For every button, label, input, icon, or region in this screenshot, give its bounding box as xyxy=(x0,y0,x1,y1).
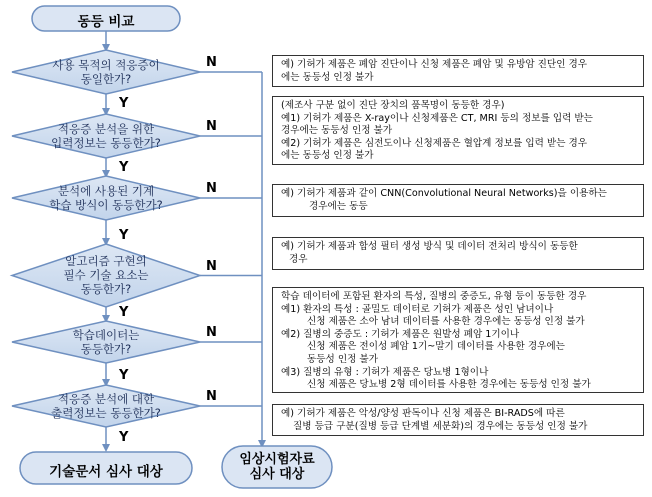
example-4-line-1: 예) 기허가 제품과 합성 필터 생성 방식 및 데이터 전처리 방식이 동등한 xyxy=(281,241,578,252)
example-6-line-1: 예) 기허가 제품은 악성/양성 판독이나 신청 제품은 BI-RADS에 따른 xyxy=(281,408,565,419)
decision-3-line-1: 분석에 사용된 기계 xyxy=(57,184,155,198)
decision-5-line-1: 학습데이터는 xyxy=(72,328,140,342)
example-2-line-1: (제조사 구분 없이 진단 장치의 품목명이 동등한 경우) xyxy=(281,100,505,111)
example-box-6 xyxy=(272,404,644,436)
yes-label-6: Y xyxy=(119,430,129,445)
yes-label-5: Y xyxy=(119,368,129,383)
example-box-5 xyxy=(272,287,644,393)
no-label-3: N xyxy=(206,181,217,196)
start-terminal-label: 동등 비교 xyxy=(77,14,135,30)
example-box-1 xyxy=(272,55,644,87)
decision-1-label xyxy=(22,58,190,86)
example-3-line-2: 경우에는 동등 xyxy=(309,200,368,212)
example-5-line-5: 신청 제품은 전이성 폐암 1기~말기 데이터를 사용한 경우에는 xyxy=(307,341,565,353)
decision-3-label xyxy=(22,184,190,212)
end-terminal-right-label xyxy=(222,452,332,482)
no-label-2: N xyxy=(206,119,217,134)
decision-2-label xyxy=(22,122,190,150)
example-6-line-2: 질병 등급 구분(질병 등급 단계별 세분화)의 경우에는 동등성 인정 불가 xyxy=(293,420,588,432)
example-5-line-4: 예2) 질병의 중증도 : 기허가 제품은 원발성 폐암 1기이나 xyxy=(281,328,520,340)
decision-1-line-1: 사용 목적의 적응증이 xyxy=(52,58,160,72)
no-label-5: N xyxy=(206,325,217,340)
yes-label-4: Y xyxy=(119,305,129,320)
example-5-line-2: 예1) 환자의 특성 : 골밀도 데이터로 기허가 제품은 성인 남녀이나 xyxy=(281,303,554,315)
decision-5-line-2: 동등한가? xyxy=(80,342,132,356)
decision-4-line-1: 알고리즘 구현의 xyxy=(65,254,147,268)
yes-label-1: Y xyxy=(119,96,129,111)
end-right-line-2: 심사 대상 xyxy=(249,467,305,482)
example-1-line-1: 예) 기허가 제품은 폐암 진단이나 신청 제품은 폐암 및 유방암 진단인 경우 xyxy=(281,59,588,70)
example-2-line-3: 경우에는 동등성 인정 불가 xyxy=(281,125,393,137)
decision-5-label xyxy=(22,328,190,356)
no-label-6: N xyxy=(206,389,217,404)
example-5-line-1: 학습 데이터에 포함된 환자의 특성, 질병의 중증도, 유형 등이 동등한 경우 xyxy=(281,291,587,302)
decision-2-line-1: 적응증 분석을 위한 xyxy=(57,122,155,136)
example-5-line-6: 동등성 인정 불가 xyxy=(307,353,378,365)
example-2-line-2: 예1) 기허가 제품은 X-ray이나 신청제품은 CT, MRI 등의 정보를 입력 받는 xyxy=(281,112,593,124)
yes-label-3: Y xyxy=(119,228,129,243)
example-2-line-4: 예2) 기허가 제품은 심전도이나 신청제품은 혈압계 정보를 입력 받는 경우 xyxy=(281,137,588,149)
decision-6-label xyxy=(22,392,190,420)
decision-2-line-2: 입력정보는 동등한가? xyxy=(51,136,161,150)
no-label-4: N xyxy=(206,259,217,274)
yes-label-2: Y xyxy=(119,160,129,175)
decision-4-line-3: 동등한가? xyxy=(80,282,132,296)
decision-6-line-2: 출력정보는 동등한가? xyxy=(51,406,161,420)
no-label-1: N xyxy=(206,55,217,70)
example-box-3 xyxy=(272,184,644,217)
decision-4-label xyxy=(22,254,190,296)
example-2-line-5: 에는 동등성 인정 불가 xyxy=(281,150,374,162)
example-box-2 xyxy=(272,96,644,165)
decision-3-line-2: 학습 방식이 동등한가? xyxy=(49,198,163,212)
example-5-line-3: 신청 제품은 소아 남녀 데이터를 사용한 경우에는 동등성 인정 불가 xyxy=(307,316,585,328)
decision-1-line-2: 동일한가? xyxy=(80,72,132,86)
example-3-line-1: 예) 기허가 제품과 같이 CNN(Convolutional Neural Networks)을 이용하는 xyxy=(281,188,607,199)
example-4-line-2: 경우 xyxy=(289,253,308,265)
example-box-4 xyxy=(272,237,644,270)
example-5-line-7: 예3) 질병의 유형 : 기허가 제품은 당뇨병 1형이나 xyxy=(281,366,489,378)
decision-4-line-2: 필수 기술 요소는 xyxy=(63,268,149,282)
example-1-line-2: 에는 동등성 인정 불가 xyxy=(281,71,374,83)
end-terminal-left-label: 기술문서 심사 대상 xyxy=(49,464,163,480)
end-right-line-1: 임상시험자료 xyxy=(239,452,315,467)
decision-6-line-1: 적응증 분석에 대한 xyxy=(57,392,155,406)
example-5-line-8: 신청 제품은 당뇨병 2형 데이터를 사용한 경우에는 동등성 인정 불가 xyxy=(307,379,591,391)
